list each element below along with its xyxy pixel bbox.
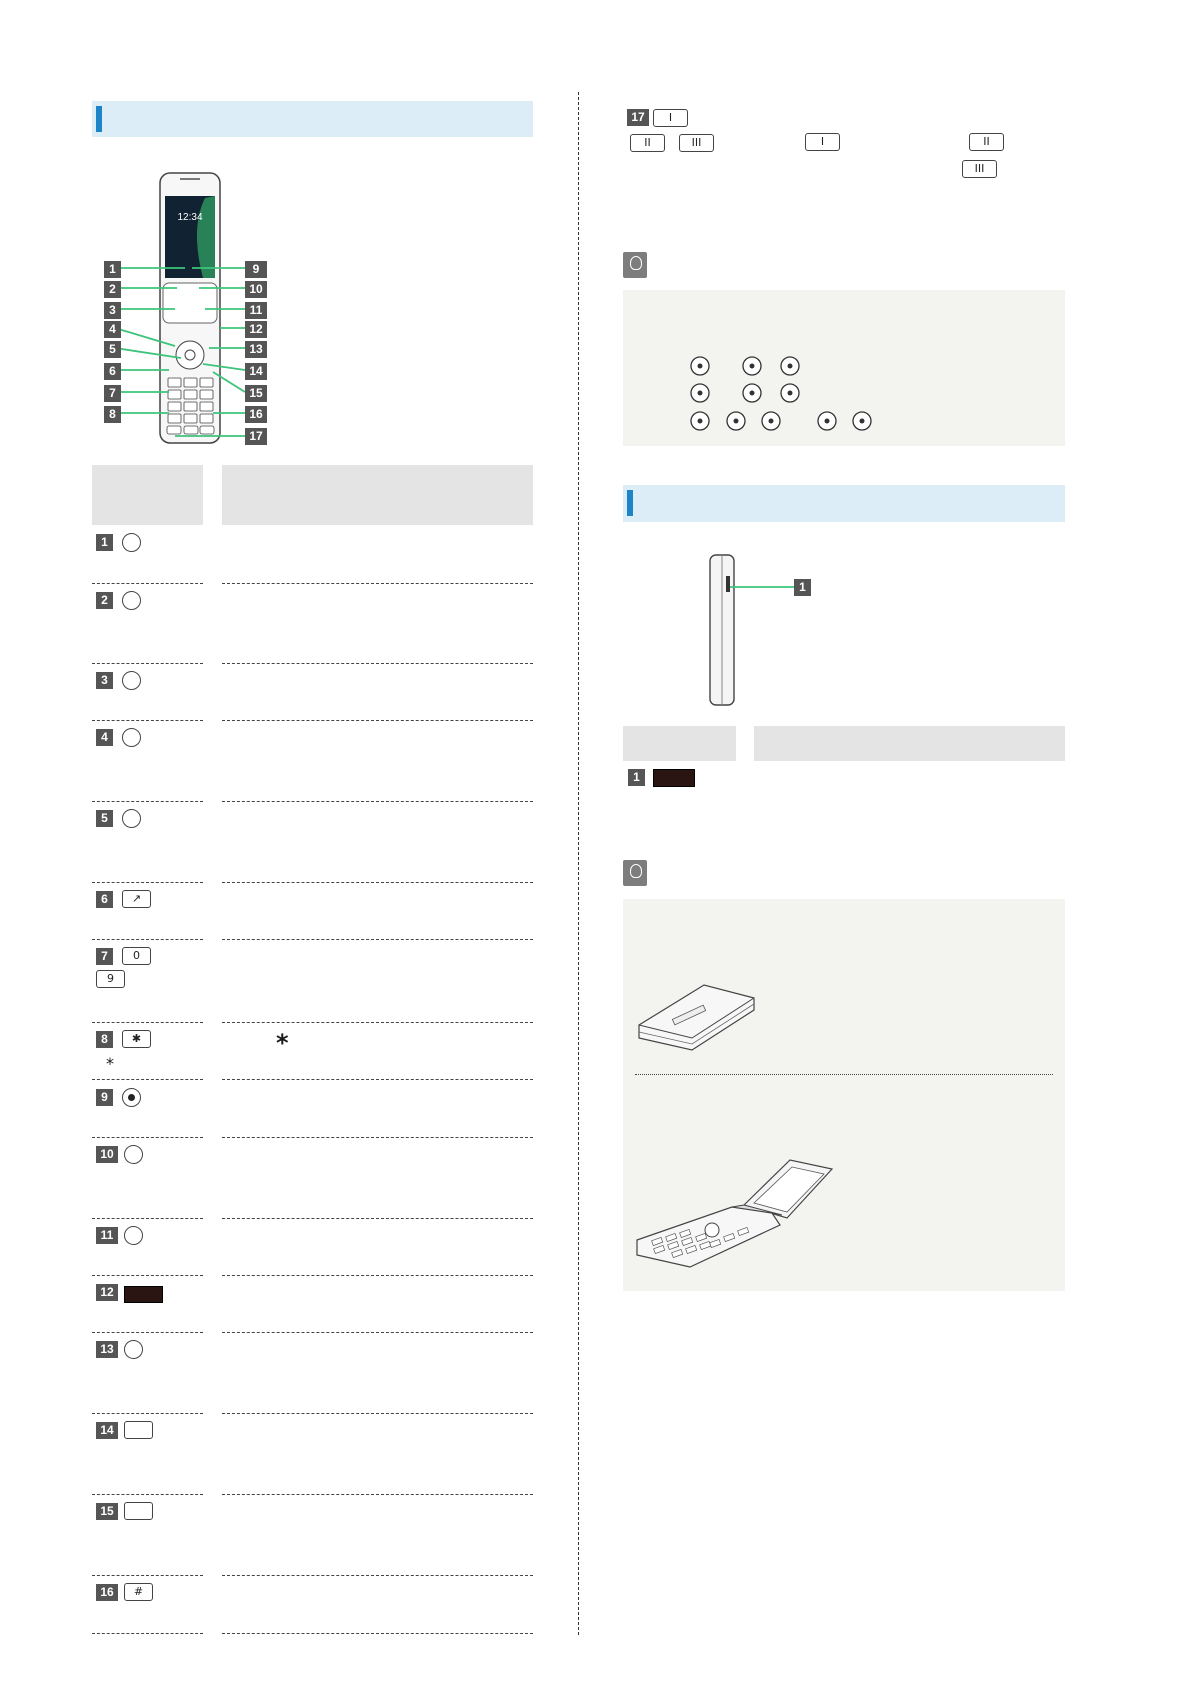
zero-key-icon: 0 <box>122 947 151 965</box>
row-divider <box>222 1137 533 1138</box>
screen-clock: 12:34 <box>177 212 203 223</box>
row-number: 1 <box>96 534 113 551</box>
row-number: 4 <box>96 729 113 746</box>
char-key-icon <box>122 728 141 747</box>
row-number: 1 <box>628 769 645 786</box>
phone-side-illustration <box>705 552 825 707</box>
mail-key-icon <box>122 671 141 690</box>
row-divider <box>222 1575 533 1576</box>
tip-divider <box>635 1074 1053 1075</box>
row-divider <box>92 663 203 664</box>
row-divider <box>92 1275 203 1276</box>
right-key-icon <box>124 1145 143 1164</box>
row-divider <box>92 939 203 940</box>
soft-key-three: III <box>962 160 997 178</box>
row-divider <box>92 1218 203 1219</box>
direction-keys-legend <box>680 352 910 437</box>
row-divider <box>92 801 203 802</box>
row-divider <box>92 583 203 584</box>
row-divider <box>92 1575 203 1576</box>
web-key-icon <box>124 1226 143 1245</box>
row-number: 5 <box>96 810 113 827</box>
callout-badge: 3 <box>104 302 121 319</box>
row-number: 9 <box>96 1089 113 1106</box>
row-divider <box>92 1022 203 1023</box>
callout-badge: 12 <box>245 321 267 338</box>
row-divider <box>92 720 203 721</box>
section-header-side <box>623 485 1065 522</box>
up-key-icon <box>122 533 141 552</box>
soft-key-one: I <box>653 109 688 127</box>
row-number: 13 <box>96 1341 118 1358</box>
nine-key-icon: 9 <box>96 970 125 988</box>
row-divider <box>222 801 533 802</box>
star-key-icon: ✱ <box>122 1030 151 1048</box>
callout-badge: 17 <box>245 428 267 445</box>
clear-back-key-icon <box>124 1421 153 1439</box>
row-divider <box>92 1079 203 1080</box>
hash-key-icon: # <box>124 1583 153 1601</box>
column-divider <box>578 92 579 1635</box>
callout-badge: 2 <box>104 281 121 298</box>
soft-key-one: I <box>805 133 840 151</box>
phone-closed-illustration <box>634 980 759 1055</box>
end-power-key-icon <box>124 1502 153 1520</box>
callout-badge: 8 <box>104 406 121 423</box>
phone-front-illustration <box>95 168 305 453</box>
down-key-icon <box>122 809 141 828</box>
row-number: 16 <box>96 1584 118 1601</box>
row-number: 6 <box>96 891 113 908</box>
soft-key-two: II <box>630 134 665 152</box>
row-number: 10 <box>96 1146 118 1163</box>
row-number: 12 <box>96 1284 118 1301</box>
table-header-key <box>623 726 736 761</box>
row-divider <box>222 1332 533 1333</box>
row-divider <box>222 882 533 883</box>
row-divider <box>92 1332 203 1333</box>
soft-key-two: II <box>969 133 1004 151</box>
callout-badge: 10 <box>245 281 267 298</box>
row-divider <box>222 1079 533 1080</box>
row-divider <box>222 1275 533 1276</box>
table-header-key <box>92 465 203 525</box>
center-key-icon <box>122 1088 141 1107</box>
callout-badge: 11 <box>245 302 267 319</box>
callout-badge: 13 <box>245 341 267 358</box>
row-divider <box>222 663 533 664</box>
callout-badge: 6 <box>104 363 121 380</box>
row-number: 8 <box>96 1031 113 1048</box>
callout-badge: 9 <box>245 261 267 278</box>
tip-bulb-icon <box>623 860 647 886</box>
row-number: 7 <box>96 948 113 965</box>
row-divider <box>222 720 533 721</box>
side-key-icon <box>653 769 695 787</box>
phone-open-illustration <box>632 1155 837 1275</box>
row-divider <box>222 1494 533 1495</box>
side-key-icon <box>124 1286 163 1303</box>
table-header-function <box>754 726 1065 761</box>
callout-badge: 17 <box>627 109 649 126</box>
callout-badge: 1 <box>794 579 811 596</box>
row-divider <box>92 1494 203 1495</box>
tip-bulb-icon <box>623 252 647 278</box>
row-number: 3 <box>96 672 113 689</box>
callout-badge: 15 <box>245 385 267 402</box>
callout-badge: 5 <box>104 341 121 358</box>
row-divider <box>222 1633 533 1634</box>
asterisk-symbol: * <box>276 1029 289 1057</box>
table-header-function <box>222 465 533 525</box>
row-divider <box>222 1413 533 1414</box>
row-number: 2 <box>96 592 113 609</box>
row-divider <box>222 1022 533 1023</box>
left-key-icon <box>122 591 141 610</box>
row-number: 14 <box>96 1422 118 1439</box>
row-number: 15 <box>96 1503 118 1520</box>
row-divider <box>222 583 533 584</box>
row-number: 11 <box>96 1227 118 1244</box>
asterisk-small-symbol: * <box>106 1054 114 1073</box>
callout-badge: 16 <box>245 406 267 423</box>
soft-key-three: III <box>679 134 714 152</box>
row-divider <box>92 1413 203 1414</box>
callout-badge: 4 <box>104 321 121 338</box>
callout-badge: 14 <box>245 363 267 380</box>
row-divider <box>92 882 203 883</box>
row-divider <box>92 1633 203 1634</box>
row-divider <box>222 939 533 940</box>
callout-badge: 1 <box>104 261 121 278</box>
call-key-icon: ↗ <box>122 890 151 908</box>
section-header-front <box>92 101 533 137</box>
camera-key-icon <box>124 1340 143 1359</box>
callout-badge: 7 <box>104 385 121 402</box>
row-divider <box>222 1218 533 1219</box>
row-divider <box>92 1137 203 1138</box>
